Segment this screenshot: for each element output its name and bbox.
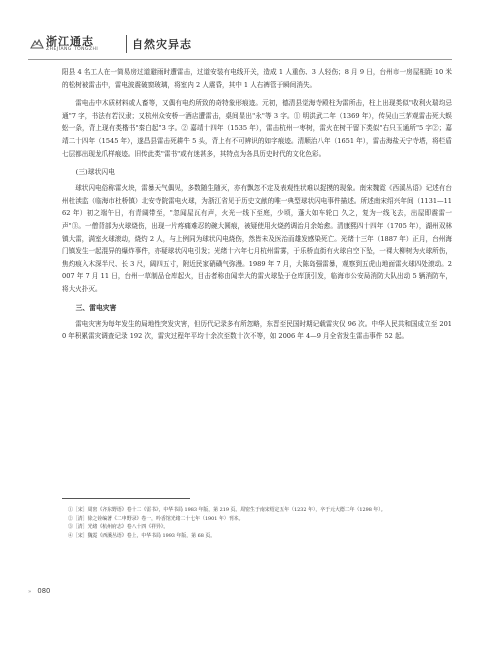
header-separator xyxy=(126,35,127,53)
paragraph: 雷电击中木质材料或人畜等，又偶有电灼所致的奇特象形痕迹。元初，德清县觉海寺殿柱为雷所击，柱上出现类似"收利火瑞均忌通"7 字，书法有若汉隶；又杭州众安桥一酒店遭雷击，桌间显出"永"等 3 字。① 明洪武二年（1369 年），传吴山三茅观雷击死大蜈蚣一条，背上现有类楷书"秦白起"3 字。② 嘉靖十四年（1535 年），雷击杭州一枣树，雷火在树干留下类似"右只玉通所"5 字②；嘉靖二十四年（1545 年），遂昌县雷击死耕牛 5 头，背上有不可辨识的如字痕迹。清顺治八年（1651 年），雷击海盐天宁寺塔，将栏盾七层都出现龙爪样痕迹。旧传此类"雷书"或有迷甚多，其特点为各具历史时代的文化色彩。 xyxy=(62,99,452,158)
subsection-heading: (三)球状闪电 xyxy=(75,168,115,177)
section-heading: 三、雷电灾害 xyxy=(75,303,117,312)
footnotes xyxy=(62,506,452,540)
footnote-rule xyxy=(62,498,190,499)
page-number xyxy=(28,587,50,595)
footnote: ②［清］徐之铨编著《二申野录》卷一，吟香馆光绪二十七年（1901 年）刊本。 xyxy=(68,515,244,522)
paragraph: 球状闪电俗称雷火块，雷暴天气偶见，多数随生随灭，亦有飘忽不定及表观性状难以捉摸的现象。南宋魏霓《西溪丛语》记述有台州杜渎监（临海市杜桥镇）北安寺院雷电火球，为浙江省见于历史文献的唯一典型球状闪电事件描述。所述南宋绍兴年间（1131—1162 年）初之端午日，有青阔带至，"忽闻屋瓦有声，火光一线下至庭，少顷，蓬大如车轮□ 久之，复为一线飞去，出屋即震雷一声"③。一僧背部为火球烧伤，出现一片疼痛难忍的碗大圆痕，被疑使用火烧药调治月余始愈。清康熙四十四年（1705 年），湖州双林镇大雷，满室火球滚动，烧灼 2 人，与上例同为球状闪电烧伤，然皆未及医治而雄发感染死亡。光绪十三年（1887 年）正月，台州海门镇发生一起混异的爆炸事件，亦疑球状闪电引发；光绪十六年七月杭州雷雾，于乐桥直街有火球自空下坠，一裸大柳树为火球所伤，焦灼痕入木深半尺、长 3 尺，阔四五寸，附近民家硝磺气弥漫。1989 年 7 月，大陈岛强雷暴，观察到五虎山地面雷火球四处滚动。2007 年 7 月 11 日，台州一草制品仓库起火，目击者称由闻幸大的雷火球坠于仓库顶引发，临海市公安局消防大队出动 5 辆消防车，将大火扑灭。 xyxy=(62,184,452,293)
main-text xyxy=(62,66,452,349)
book-logo xyxy=(28,32,124,56)
footnote: ④［宋］魏霓《西溪丛语》卷上，中华书局 1993 年版，第 68 页。 xyxy=(68,532,216,539)
footnote: ③［清］光绪《杭州府志》卷八十四《祥异》。 xyxy=(68,524,169,531)
mountain-logo-icon xyxy=(30,36,44,50)
page-marker: » xyxy=(28,589,32,595)
header-rule xyxy=(28,59,452,60)
page-number-text: 080 xyxy=(37,587,51,595)
logo-chinese-text: 浙江通志 xyxy=(46,35,94,48)
footnote: ①［宋］周密《齐东野语》卷十二《雷书》，中华书局 1983 年版，第 219 页。周密生于南宋绍定五年（1232 年），卒于元大德二年（1298 年）。 xyxy=(68,507,386,513)
logo-english-text: ZHEJIANG TONGZHI xyxy=(46,47,99,52)
paragraph: 阳县 4 名工人在一简易房过道避雨时遭雷击，过道安装有电线开关，造成 1 人重伤、3 人轻伤；8 月 9 日，台州市一房屋相距 10 米的松树被雷击中，雷电波震破窗玻璃，将室内 2 人震昏，其中 1 人右裤管于瞬间消失。 xyxy=(62,68,452,89)
paragraph: 雷电灾害为每年发生的局地性突发灾害，但历代记录多有所忽略，东晋至民国时期记载雷灾仅 96 次。中华人民共和国成立至 2010 年积累雷灾调查记录 192 次，雷灾过程年平均十余次至数十次不等，如 2006 年 4—9 月全省发生雷击事件 52 起。 xyxy=(62,319,452,341)
page-header xyxy=(28,32,452,56)
volume-title: 自然灾异志 xyxy=(132,38,192,51)
